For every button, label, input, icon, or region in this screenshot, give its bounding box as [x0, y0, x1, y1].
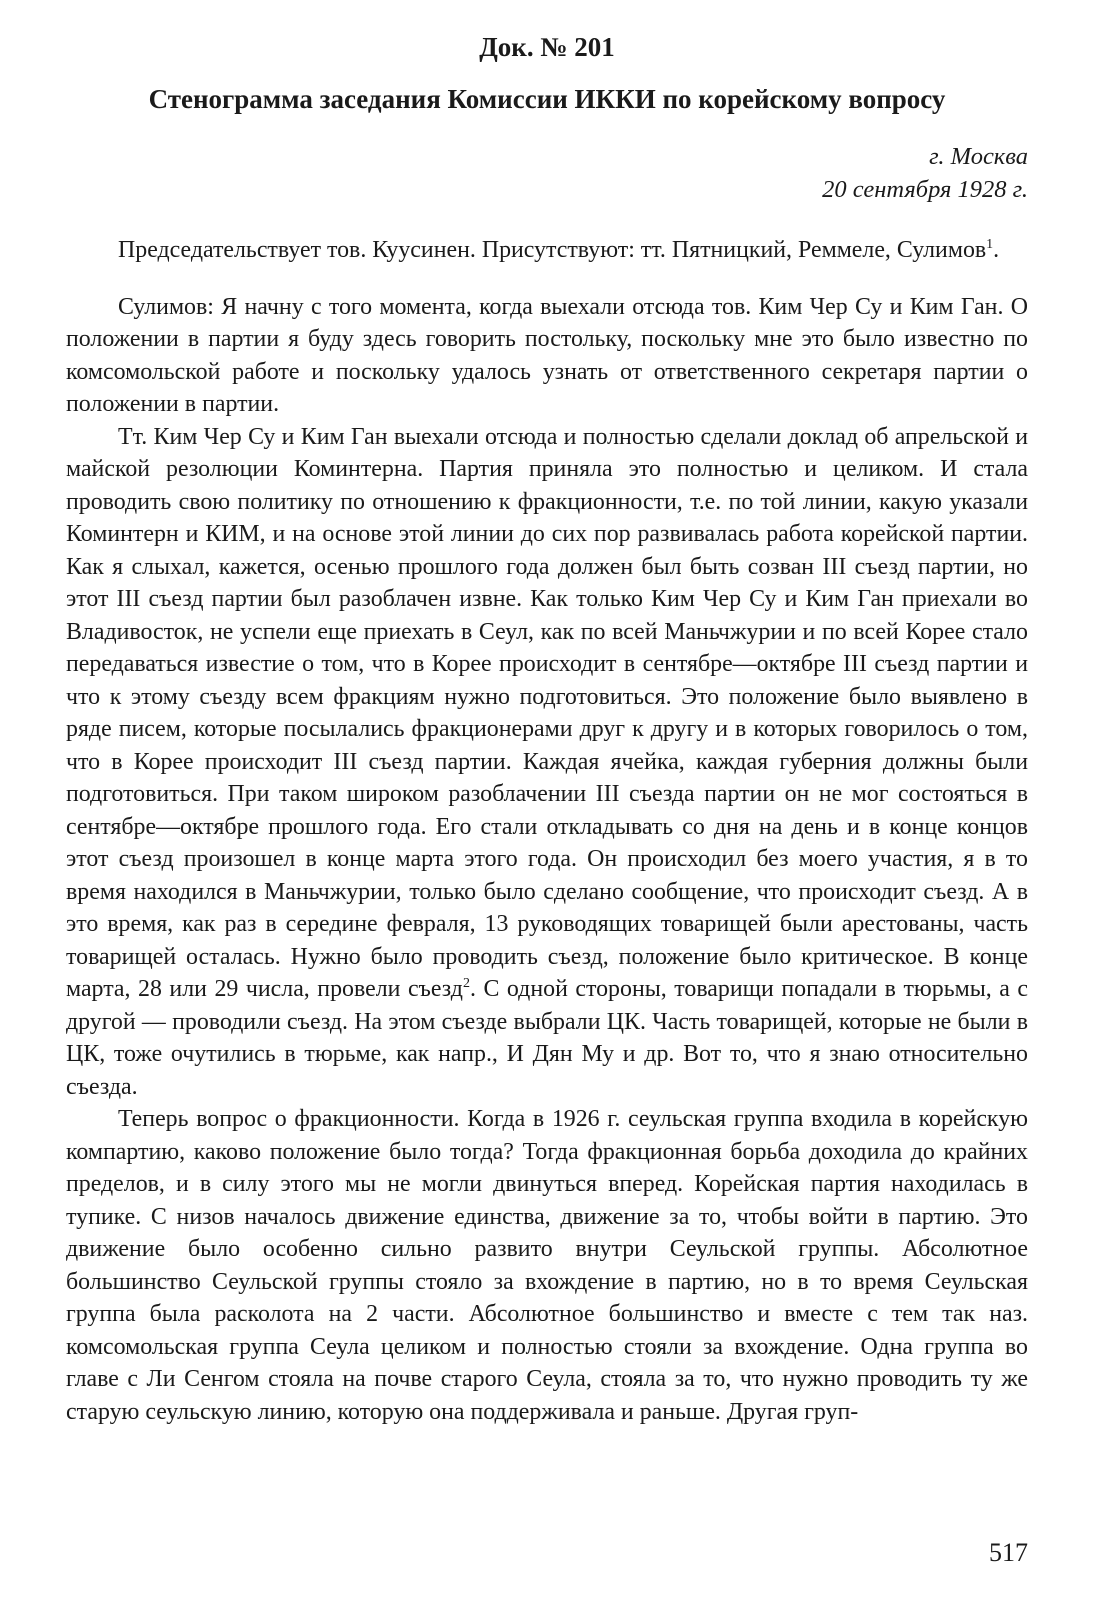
document-number: Док. № 201 [479, 32, 615, 62]
congress-text-1: Тт. Ким Чер Су и Ким Ган выехали отсюда и полностью сделали доклад об апрельской и майской резолюции Коминтерна. Партия приняла это полностью и целиком. И стала проводить свою политику по отношению к фракционности, т.е. по той линии, какую указали Коминтерн и КИМ, и на основе этой линии до сих пор развивалась работа корейской партии. Как я слыхал, кажется, осенью прошлого года должен был быть созван III съезд партии, но этот III съезд партии был разоблачен извне. Как только Ким Чер Су и Ким Ган приехали во Владивосток, не успели еще приехать в Сеул, как по всей Маньчжурии и по всей Корее стало передаваться известие о том, что в Корее происходит в сентябре—октябре III съезд партии и что к этому съезду всем фракциям нужно подготовиться. Это положение было выявлено в ряде писем, которые посылались фракционерами друг к другу и в которых говорилось о том, что в Корее происходит III съезд партии. Каждая ячейка, каждая губерния должны были подготовиться. При таком широком разоблачении III съезда партии он не мог состояться в сентябре—октябре прошлого года. Его стали откладывать со дня на день и в конце концов этот съезд произошел в конце марта этого года. Он происходил без моего участия, я в то время находился в Маньчжурии, только было сделано сообщение, что происходит съезд. А в это время, как раз в середине февраля, 13 руководящих товарищей были арестованы, часть товарищей осталась. Нужно было проводить съезд, положение было критическое. В конце марта, 28 или 29 числа, провели съезд [66, 423, 1028, 1002]
congress-text-2: . С одной стороны, товарищи попадали в тюрьмы, а с другой — проводили съезд. На этом съезде выбрали ЦК. Часть товарищей, которые не были в ЦК, тоже очутились в тюрьме, как напр., И Дян Му и др. Вот то, что я знаю относительно съезда. [66, 976, 1028, 1100]
paragraph-congress [66, 421, 1028, 1104]
attendance-tail: . [993, 237, 1000, 263]
body-text [66, 234, 1028, 1428]
place-date-block [628, 140, 1028, 206]
footnote-ref-2: 2 [462, 976, 470, 992]
attendance-text: Председательствует тов. Куусинен. Присутствуют: тт. Пятницкий, Реммеле, Сулимов [118, 237, 987, 263]
paragraph-attendance [66, 234, 1028, 267]
page-number: 517 [989, 1538, 1028, 1567]
document-title: Стенограмма заседания Комиссии ИККИ по корейскому вопросу [148, 84, 946, 114]
document-page [66, 0, 1028, 1600]
paragraph-sulimov-intro: Сулимов: Я начну с того момента, когда выехали отсюда тов. Ким Чер Су и Ким Ган. О положении в партии я буду здесь говорить постольку, поскольку мне это было известно по комсомольской работе и поскольку удалось узнать от ответственного секретаря партии о положении в партии. [66, 293, 1028, 417]
place: г. Москва [929, 143, 1028, 170]
paragraph-factionalism: Теперь вопрос о фракционности. Когда в 1926 г. сеульская группа входила в корейскую компартию, каково положение было тогда? Тогда фракционная борьба доходила до крайних пределов, и в силу этого мы не могли двинуться вперед. Корейская партия находилась в тупике. С низов началось движение единства, движение за то, чтобы войти в партию. Это движение было особенно сильно развито внутри Сеульской группы. Абсолютное большинство Сеульской группы стояло за вхождение в партию, но в то время Сеульская группа была расколота на 2 части. Абсолютное большинство и вместе с тем так наз. комсомольская группа Сеула целиком и полностью стояли за вхождение. Одна группа во главе с Ли Сенгом стояла на почве старого Сеула, стояла за то, что нужно проводить ту же старую сеульскую линию, которую она поддерживала и раньше. Другая груп- [66, 1106, 1028, 1425]
date: 20 сентября 1928 г. [822, 176, 1028, 203]
footnote-ref-1: 1 [986, 237, 994, 253]
